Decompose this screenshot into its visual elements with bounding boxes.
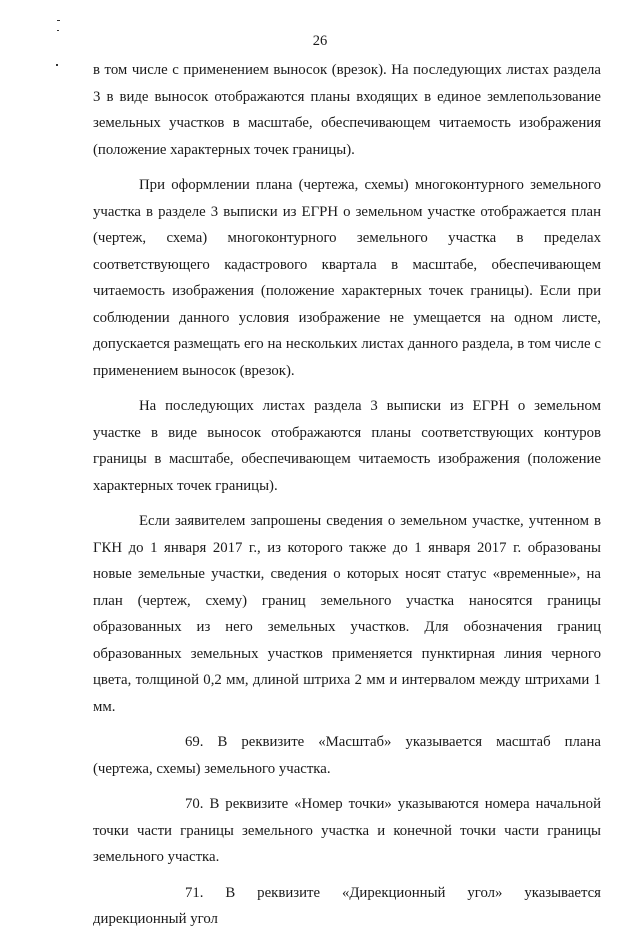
item-number: 71. (185, 884, 204, 901)
item-text: В реквизите «Масштаб» указывается масштаб плана (чертежа, схемы) земельного участка. (93, 734, 601, 777)
numbered-item-70 (93, 791, 601, 871)
item-text: В реквизите «Номер точки» указываются номера начальной точки части границы земельного участка и конечной точки части границы земельного участка. (93, 796, 601, 865)
paragraph-continuation: в том числе с применением выносок (врезок). На последующих листах раздела 3 в виде выносок отображаются планы входящих в единое землепользование земельных участков в масштабе, обеспечивающем читаемость изображения (положение характерных точек границы). (93, 62, 601, 158)
paragraph: Если заявителем запрошены сведения о земельном участке, учтенном в ГКН до 1 января 2017 г., из которого также до 1 января 2017 г. образованы новые земельные участки, сведения о которых носят статус «временные», на план (чертеж, схему) границ земельного участка наносятся границы образованных из него земельных участков. Для обозначения границ образованных земельных участков применяется пунктирная линия черного цвета, толщиной 0,2 мм, длиной штриха 2 мм и интервалом между штрихами 1 мм. (93, 513, 601, 715)
item-number: 70. (185, 796, 204, 812)
item-text: В реквизите «Дирекционный угол» указывается дирекционный угол (93, 884, 601, 927)
paragraph: На последующих листах раздела 3 выписки из ЕГРН о земельном участке в виде выносок отображаются планы соответствующих контуров границы в масштабе, обеспечивающем читаемость изображения (положение характерных точек границы). (93, 398, 601, 494)
scan-artifact-mark (57, 20, 60, 21)
page-number: 26 (312, 33, 328, 49)
paragraph: При оформлении плана (чертежа, схемы) многоконтурного земельного участка в разделе 3 выписки из ЕГРН о земельном участке отображается план (чертеж, схема) многоконтурного земельного участка в пределах соответствующего кадастрового квартала в масштабе, обеспечивающем читаемость изображения (положение характерных точек границы). Если при соблюдении данного условия изображение не умещается на одном листе, допускается размещать его на нескольких листах данного раздела, в том числе с применением выносок (врезок). (93, 177, 601, 379)
numbered-item-69 (93, 729, 601, 782)
document-body (93, 57, 601, 942)
numbered-item-71 (93, 880, 601, 933)
item-number: 69. (185, 734, 204, 750)
scan-artifact-mark (56, 64, 58, 66)
scan-artifact-mark (57, 30, 59, 31)
